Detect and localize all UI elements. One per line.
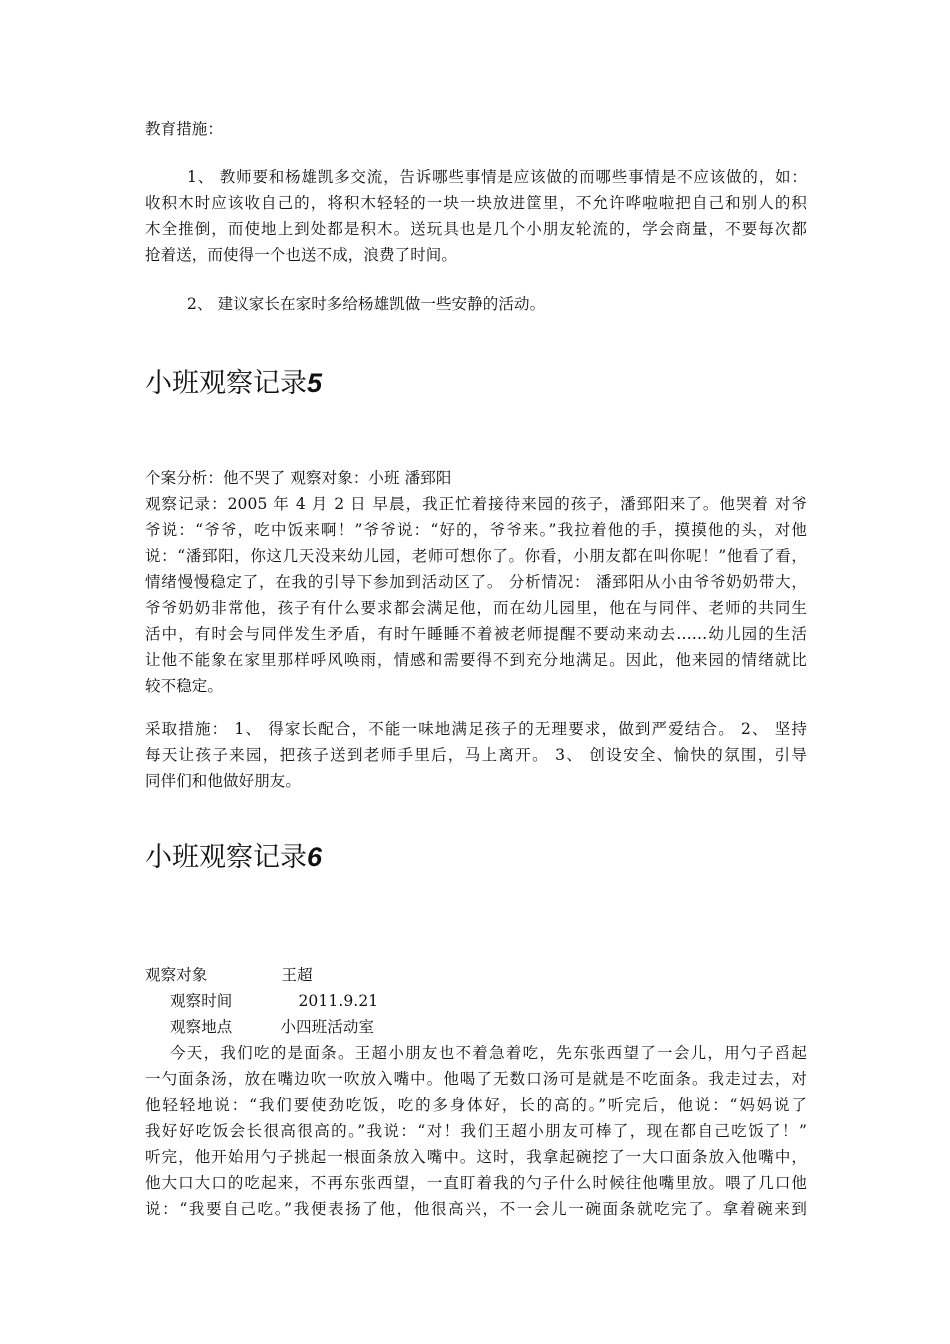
record-6-line-5: 听完，他开始用勺子挑起一根面条放入嘴中。这时，我拿起碗挖了一大口面条放入他嘴中， (145, 1148, 807, 1166)
education-measures-label: 教育措施： (145, 120, 224, 138)
observation-time-value: 2011.9.21 (298, 992, 379, 1010)
record-5-line-7: 活中，有时会与同伴发生矛盾，有时午睡睡不着被老师提醒不要动来动去……幼儿园的生活 (145, 625, 807, 643)
record-5-measures-line-3: 同伴们和他做好朋友。 (145, 772, 302, 790)
record-5-title: 小班观察记录 (145, 368, 307, 399)
record-5-line-2: 观察记录：2005 年 4 月 2 日 早晨，我正忙着接待来园的孩子，潘郅阳来了。他哭着 对爷 (145, 495, 807, 513)
record-5-line-6: 爷爷奶奶非常他，孩子有什么要求都会满足他，而在幼儿园里，他在与同伴、老师的共同生 (145, 599, 807, 617)
record-6-heading (145, 840, 322, 875)
measure-item-1-line-2: 收积木时应该收自己的，将积木轻轻的一块一块放进筐里，不允许哗啦啦把自己和别人的积 (145, 194, 807, 212)
record-5-line-9: 较不稳定。 (145, 677, 224, 695)
record-5-number: 5 (307, 368, 323, 398)
observation-place-value: 小四班活动室 (280, 1018, 375, 1036)
observation-time-label: 观察时间 (170, 992, 233, 1010)
observation-time-row (170, 988, 378, 1014)
observation-object-row (145, 962, 313, 988)
measure-item-1-line-3: 木全推倒，而使地上到处都是积木。送玩具也是几个小朋友轮流的，学会商量，不要每次都 (145, 220, 807, 238)
record-6-line-6: 他大口大口的吃起来，不再东张西望，一直盯着我的勺子什么时候往他嘴里放。喂了几口他 (145, 1174, 807, 1192)
record-6-line-2: 一勺面条汤，放在嘴边吹一吹放入嘴中。他喝了无数口汤可是就是不吃面条。我走过去，对 (145, 1070, 807, 1088)
observation-object-label: 观察对象 (145, 966, 208, 984)
record-6-line-1: 今天，我们吃的是面条。王超小朋友也不着急着吃，先东张西望了一会儿，用勺子舀起 (170, 1044, 807, 1062)
record-5-line-5: 情绪慢慢稳定了，在我的引导下参加到活动区了。 分析情况： 潘郅阳从小由爷爷奶奶带大， (145, 573, 807, 591)
observation-place-label: 观察地点 (170, 1018, 233, 1036)
record-6-line-7: 说：“我要自己吃。”我便表扬了他，他很高兴，不一会儿一碗面条就吃完了。拿着碗来到 (145, 1200, 807, 1218)
record-6-line-3: 他轻轻地说：“我们要使劲吃饭，吃的多身体好，长的高的。”听完后，他说：“妈妈说了 (145, 1096, 807, 1114)
observation-place-row (170, 1014, 374, 1040)
measure-item-1-line-4: 抢着送，而使得一个也送不成，浪费了时间。 (145, 246, 458, 264)
record-6-title: 小班观察记录 (145, 842, 307, 873)
record-6-line-4: 我好好吃饭会长很高很高的。”我说：“对！我们王超小朋友可棒了，现在都自己吃饭了！” (145, 1122, 807, 1140)
record-5-measures-line-1: 采取措施： 1、 得家长配合，不能一味地满足孩子的无理要求，做到严爱结合。 2、 坚持 (145, 720, 807, 738)
record-5-line-8: 让他不能象在家里那样呼风唤雨，情感和需要得不到充分地满足。因此，他来园的情绪就比 (145, 651, 807, 669)
record-5-line-3: 爷说：“爷爷，吃中饭来啊！”爷爷说：“好的，爷爷来。”我拉着他的手，摸摸他的头，对他 (145, 521, 807, 539)
record-5-heading (145, 366, 322, 401)
record-5-line-4: 说：“潘郅阳，你这几天没来幼儿园，老师可想你了。你看，小朋友都在叫你呢！”他看了看， (145, 547, 807, 565)
observation-object-value: 王超 (281, 966, 313, 984)
record-5-line-1: 个案分析：他不哭了 观察对象：小班 潘郅阳 (145, 469, 452, 487)
record-5-measures-line-2: 每天让孩子来园，把孩子送到老师手里后，马上离开。 3、 创设安全、愉快的氛围，引导 (145, 746, 807, 764)
record-6-number: 6 (307, 842, 323, 872)
measure-item-2: 2、 建议家长在家时多给杨雄凯做一些安静的活动。 (187, 295, 546, 313)
measure-item-1-line-1: 1、 教师要和杨雄凯多交流，告诉哪些事情是应该做的而哪些事情是不应该做的，如： (187, 168, 807, 186)
